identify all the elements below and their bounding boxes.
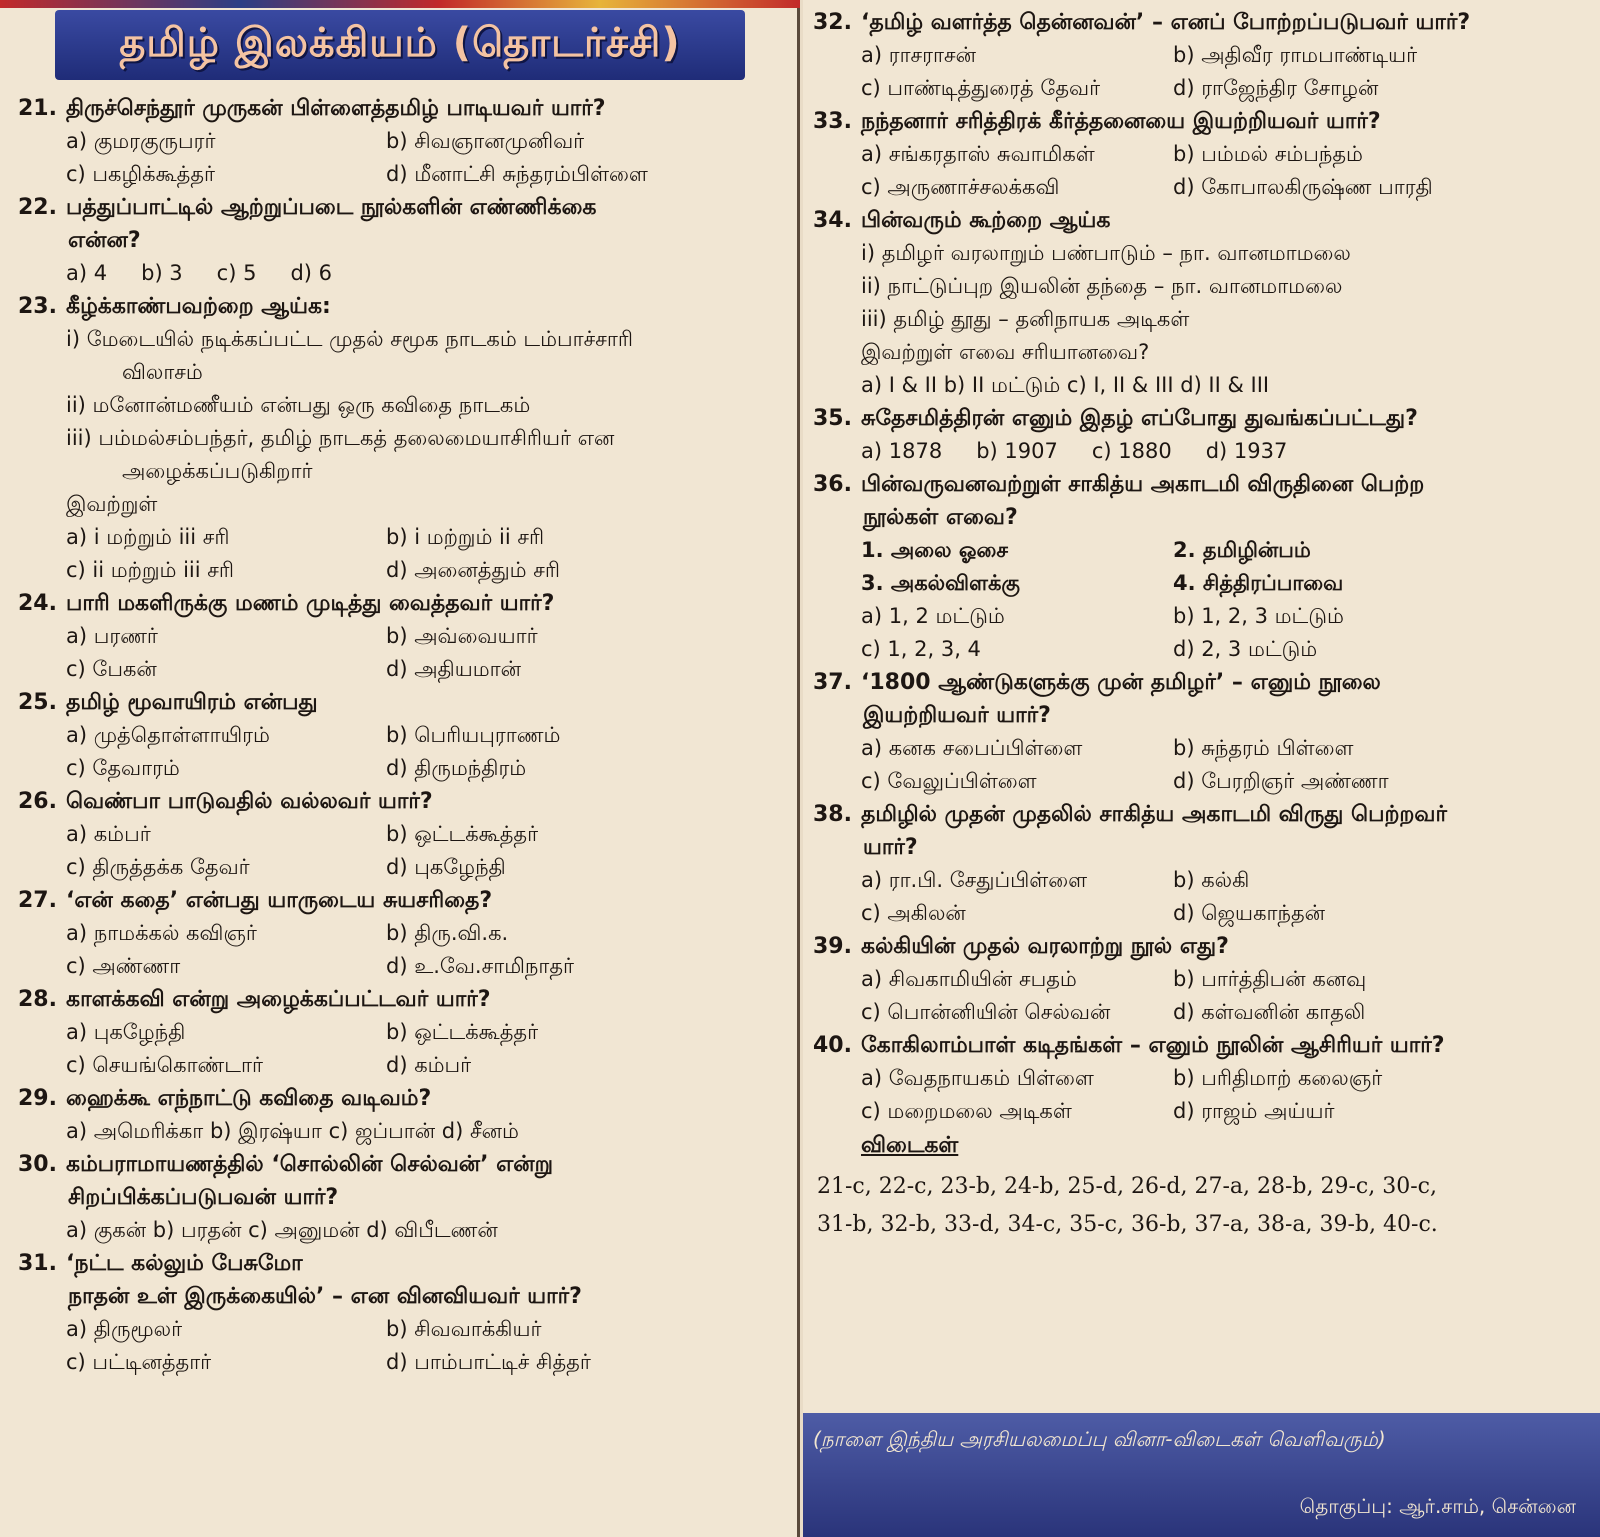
option-d: d) அனைத்தும் சரி — [386, 558, 560, 582]
options — [18, 125, 781, 191]
question-number: 37. — [813, 670, 852, 695]
option-b: b) பார்த்திபன் கனவு — [1173, 967, 1367, 991]
option-c: c) அகிலன் — [861, 901, 966, 925]
option-b: b) திரு.வி.க. — [386, 921, 509, 945]
options — [18, 1016, 781, 1082]
option-d: d) கள்வனின் காதலி — [1173, 1000, 1366, 1024]
question-number: 21. — [18, 96, 57, 121]
footer-banner — [803, 1413, 1600, 1537]
option-a: a) கனக சபைப்பிள்ளை — [861, 736, 1083, 760]
question-number: 38. — [813, 802, 852, 827]
option-c: c) 1880 — [1091, 439, 1172, 463]
option-d: d) அதியமான் — [386, 657, 521, 681]
option-b: b) ஒட்டக்கூத்தர் — [386, 1020, 539, 1044]
question-number: 34. — [813, 208, 852, 233]
option-b: b) பெரியபுராணம் — [386, 723, 561, 747]
question-text: வெண்பா பாடுவதில் வல்லவர் யார்? — [66, 789, 433, 814]
options — [813, 435, 1584, 468]
question-27 — [18, 884, 781, 983]
option-b: b) 1, 2, 3 மட்டும் — [1173, 604, 1344, 628]
question-22 — [18, 191, 781, 290]
options — [813, 1062, 1584, 1128]
question-number: 28. — [18, 987, 57, 1012]
answers-line-2: 31-b, 32-b, 33-d, 34-c, 35-c, 36-b, 37-a, 38-a, 39-b, 40-c. — [817, 1212, 1438, 1237]
option-b: b) அதிவீர ராமபாண்டியர் — [1173, 43, 1418, 67]
statement-1: i) மேடையில் நடிக்கப்பட்ட முதல் சமூக நாடகம் டம்பாச்சாரி — [66, 327, 633, 351]
question-text: பின்வருவனவற்றுள் சாகித்ய அகாடமி விருதினை பெற்ற — [861, 472, 1425, 497]
option-c: c) அருணாச்சலக்கவி — [861, 175, 1060, 199]
option-b: b) சிவவாக்கியர் — [386, 1317, 542, 1341]
option-b: b) பரிதிமாற் கலைஞர் — [1173, 1066, 1383, 1090]
options — [18, 917, 781, 983]
question-number: 31. — [18, 1251, 57, 1276]
question-number: 24. — [18, 591, 57, 616]
option-c: c) தேவாரம் — [66, 756, 180, 780]
question-36 — [813, 468, 1584, 666]
question-text-cont: சிறப்பிக்கப்படுபவன் யார்? — [68, 1185, 339, 1210]
question-21 — [18, 92, 781, 191]
statement-prompt: இவற்றுள் — [66, 492, 158, 516]
statement-3: iii) பம்மல்சம்பந்தர், தமிழ் நாடகத் தலைமையாசிரியர் என — [66, 426, 615, 450]
options-line: a) I & II b) II மட்டும் c) I, II & III d) II & III — [861, 373, 1270, 397]
answers-line-1: 21-c, 22-c, 23-b, 24-b, 25-d, 26-d, 27-a, 28-b, 29-c, 30-c, — [817, 1174, 1437, 1199]
options — [18, 719, 781, 785]
question-25 — [18, 686, 781, 785]
question-text: பாரி மகளிருக்கு மணம் முடித்து வைத்தவர் யார்? — [66, 591, 555, 616]
right-questions — [813, 6, 1584, 1244]
option-a: a) 1, 2 மட்டும் — [861, 604, 1005, 628]
option-c: c) திருத்தக்க தேவர் — [66, 855, 250, 879]
question-number: 29. — [18, 1086, 57, 1111]
question-text: பத்துப்பாட்டில் ஆற்றுப்படை நூல்களின் எண்ணிக்கை — [66, 195, 597, 220]
option-a: a) ராசராசன் — [861, 43, 976, 67]
footer-author: தொகுப்பு: ஆர்.சாம், சென்னை — [1299, 1494, 1576, 1518]
left-questions — [18, 92, 781, 1379]
option-c: c) அண்ணா — [66, 954, 181, 978]
question-text-cont: யார்? — [863, 835, 918, 860]
options — [813, 138, 1584, 204]
option-c: c) பகழிக்கூத்தர் — [66, 162, 215, 186]
question-number: 40. — [813, 1033, 852, 1058]
options — [18, 521, 781, 587]
question-text: ‘தமிழ் வளர்த்த தென்னவன்’ – எனப் போற்றப்படுபவர் யார்? — [861, 10, 1471, 35]
question-28 — [18, 983, 781, 1082]
question-text: தமிழ் மூவாயிரம் என்பது — [66, 690, 318, 715]
footer-note: (நாளை இந்திய அரசியலமைப்பு வினா-விடைகள் வெளிவரும்) — [813, 1427, 1386, 1451]
option-c: c) பொன்னியின் செல்வன் — [861, 1000, 1111, 1024]
option-d: d) புகழேந்தி — [386, 855, 506, 879]
statement-3: iii) தமிழ் தூது – தனிநாயக அடிகள் — [861, 307, 1190, 331]
option-b: b) சிவஞானமுனிவர் — [386, 129, 585, 153]
book-4: 4. சித்திரப்பாவை — [1173, 571, 1344, 595]
question-text: திருச்செந்தூர் முருகன் பிள்ளைத்தமிழ் பாடியவர் யார்? — [66, 96, 606, 121]
option-b: b) ஒட்டக்கூத்தர் — [386, 822, 539, 846]
book-list — [813, 534, 1584, 600]
statement-3-cont: அழைக்கப்படுகிறார் — [122, 459, 313, 483]
question-37 — [813, 666, 1584, 798]
question-26 — [18, 785, 781, 884]
option-d: d) ஜெயகாந்தன் — [1173, 901, 1325, 925]
option-b: b) பம்மல் சம்பந்தம் — [1173, 142, 1363, 166]
option-a: a) முத்தொள்ளாயிரம் — [66, 723, 270, 747]
question-number: 27. — [18, 888, 57, 913]
question-33 — [813, 105, 1584, 204]
question-30 — [18, 1148, 781, 1247]
right-column — [803, 0, 1600, 1537]
option-a: a) குமரகுருபரர் — [66, 129, 216, 153]
page-title: தமிழ் இலக்கியம் (தொடர்ச்சி) — [119, 19, 681, 66]
option-c: c) ii மற்றும் iii சரி — [66, 558, 234, 582]
question-number: 30. — [18, 1152, 57, 1177]
option-a: a) ரா.பி. சேதுப்பிள்ளை — [861, 868, 1088, 892]
option-b: b) i மற்றும் ii சரி — [386, 525, 545, 549]
option-c: c) செயங்கொண்டார் — [66, 1053, 263, 1077]
options-line: a) அமெரிக்கா b) இரஷ்யா c) ஜப்பான் d) சீனம் — [66, 1119, 519, 1143]
question-39 — [813, 930, 1584, 1029]
option-d: d) கம்பர் — [386, 1053, 472, 1077]
option-d: d) பாம்பாட்டிச் சித்தர் — [386, 1350, 591, 1374]
option-b: b) 3 — [141, 261, 183, 285]
option-c: c) வேலுப்பிள்ளை — [861, 769, 1037, 793]
question-number: 36. — [813, 472, 852, 497]
option-d: d) 1937 — [1205, 439, 1288, 463]
question-40 — [813, 1029, 1584, 1128]
book-3: 3. அகல்விளக்கு — [861, 571, 1020, 595]
option-d: d) 6 — [290, 261, 333, 285]
question-text: கீழ்க்காண்பவற்றை ஆய்க: — [66, 294, 331, 319]
question-text: கோகிலாம்பாள் கடிதங்கள் – எனும் நூலின் ஆசிரியர் யார்? — [861, 1033, 1445, 1058]
option-a: a) நாமக்கல் கவிஞர் — [66, 921, 257, 945]
option-c: c) பாண்டித்துரைத் தேவர் — [861, 76, 1101, 100]
question-text: நந்தனார் சரித்திரக் கீர்த்தனையை இயற்றியவர் யார்? — [861, 109, 1381, 134]
question-number: 26. — [18, 789, 57, 814]
question-text: ஹைக்கூ எந்நாட்டு கவிதை வடிவம்? — [66, 1086, 432, 1111]
option-d: d) உ.வே.சாமிநாதர் — [386, 954, 574, 978]
option-d: d) ராஜேந்திர சோழன் — [1173, 76, 1379, 100]
question-34 — [813, 204, 1584, 402]
option-a: a) வேதநாயகம் பிள்ளை — [861, 1066, 1094, 1090]
options — [813, 39, 1584, 105]
question-text-cont: நூல்கள் எவை? — [863, 505, 1018, 530]
statement-1-cont: விலாசம் — [122, 360, 203, 384]
question-38 — [813, 798, 1584, 930]
option-d: d) மீனாட்சி சுந்தரம்பிள்ளை — [386, 162, 648, 186]
options — [813, 600, 1584, 666]
options — [813, 732, 1584, 798]
option-d: d) திருமந்திரம் — [386, 756, 527, 780]
question-text: பின்வரும் கூற்றை ஆய்க — [861, 208, 1111, 233]
question-text: ‘என் கதை’ என்பது யாருடைய சுயசரிதை? — [66, 888, 493, 913]
question-text: கல்கியின் முதல் வரலாற்று நூல் எது? — [861, 934, 1229, 959]
option-b: b) 1907 — [976, 439, 1058, 463]
statement-2: ii) மனோன்மணீயம் என்பது ஒரு கவிதை நாடகம் — [66, 393, 531, 417]
option-a: a) பரணர் — [66, 624, 158, 648]
question-number: 25. — [18, 690, 57, 715]
question-text-cont: இயற்றியவர் யார்? — [863, 703, 1051, 728]
options — [18, 818, 781, 884]
statement-1: i) தமிழர் வரலாறும் பண்பாடும் – நா. வானமாமலை — [861, 241, 1351, 265]
statement-2: ii) நாட்டுப்புற இயலின் தந்தை – நா. வானமாமலை — [861, 274, 1343, 298]
question-text: தமிழில் முதன் முதலில் சாகித்ய அகாடமி விருது பெற்றவர் — [861, 802, 1447, 827]
question-number: 22. — [18, 195, 57, 220]
options — [813, 963, 1584, 1029]
option-a: a) சிவகாமியின் சபதம் — [861, 967, 1077, 991]
question-text-cont: என்ன? — [68, 228, 141, 253]
option-a: a) i மற்றும் iii சரி — [66, 525, 230, 549]
option-d: d) கோபாலகிருஷ்ண பாரதி — [1173, 175, 1433, 199]
question-23 — [18, 290, 781, 587]
option-a: a) 4 — [66, 261, 108, 285]
option-b: b) சுந்தரம் பிள்ளை — [1173, 736, 1354, 760]
option-c: c) மறைமலை அடிகள் — [861, 1099, 1072, 1123]
option-a: a) திருமூலர் — [66, 1317, 183, 1341]
color-strip — [0, 0, 800, 8]
option-d: d) ராஜம் அய்யர் — [1173, 1099, 1335, 1123]
option-c: c) 5 — [216, 261, 257, 285]
book-1: 1. அலை ஓசை — [861, 538, 1008, 562]
question-number: 23. — [18, 294, 57, 319]
question-text: காளக்கவி என்று அழைக்கப்பட்டவர் யார்? — [66, 987, 491, 1012]
question-number: 32. — [813, 10, 852, 35]
option-a: a) சங்கரதாஸ் சுவாமிகள் — [861, 142, 1095, 166]
option-a: a) 1878 — [861, 439, 943, 463]
option-b: b) அவ்வையார் — [386, 624, 538, 648]
title-banner — [55, 10, 745, 80]
options — [813, 864, 1584, 930]
option-c: c) 1, 2, 3, 4 — [861, 637, 981, 661]
answers-heading: விடைகள் — [861, 1133, 959, 1158]
book-2: 2. தமிழின்பம் — [1173, 538, 1311, 562]
options — [18, 620, 781, 686]
options-line: a) குகன் b) பரதன் c) அனுமன் d) விபீடணன் — [66, 1218, 498, 1242]
statement-prompt: இவற்றுள் எவை சரியானவை? — [861, 340, 1150, 364]
question-24 — [18, 587, 781, 686]
question-number: 35. — [813, 406, 852, 431]
question-31 — [18, 1247, 781, 1379]
question-29 — [18, 1082, 781, 1148]
option-d: d) 2, 3 மட்டும் — [1173, 637, 1318, 661]
question-text: ‘நட்ட கல்லும் பேசுமோ — [66, 1251, 303, 1276]
option-c: c) பேகன் — [66, 657, 157, 681]
option-b: b) கல்கி — [1173, 868, 1250, 892]
options — [18, 257, 781, 290]
question-32 — [813, 6, 1584, 105]
question-text-cont: நாதன் உள் இருக்கையில்’ – என வினவியவர் யார்? — [68, 1284, 582, 1309]
option-a: a) புகழேந்தி — [66, 1020, 186, 1044]
option-d: d) பேரறிஞர் அண்ணா — [1173, 769, 1389, 793]
question-text: சுதேசமித்திரன் எனும் இதழ் எப்போது துவங்கப்பட்டது? — [861, 406, 1418, 431]
option-a: a) கம்பர் — [66, 822, 151, 846]
question-35 — [813, 402, 1584, 468]
question-text: ‘1800 ஆண்டுகளுக்கு முன் தமிழர்’ – எனும் நூலை — [861, 670, 1381, 695]
question-number: 33. — [813, 109, 852, 134]
question-number: 39. — [813, 934, 852, 959]
answer-key — [813, 1168, 1584, 1244]
question-text: கம்பராமாயணத்தில் ‘சொல்லின் செல்வன்’ என்று — [66, 1152, 554, 1177]
options — [18, 1313, 781, 1379]
option-c: c) பட்டினத்தார் — [66, 1350, 212, 1374]
